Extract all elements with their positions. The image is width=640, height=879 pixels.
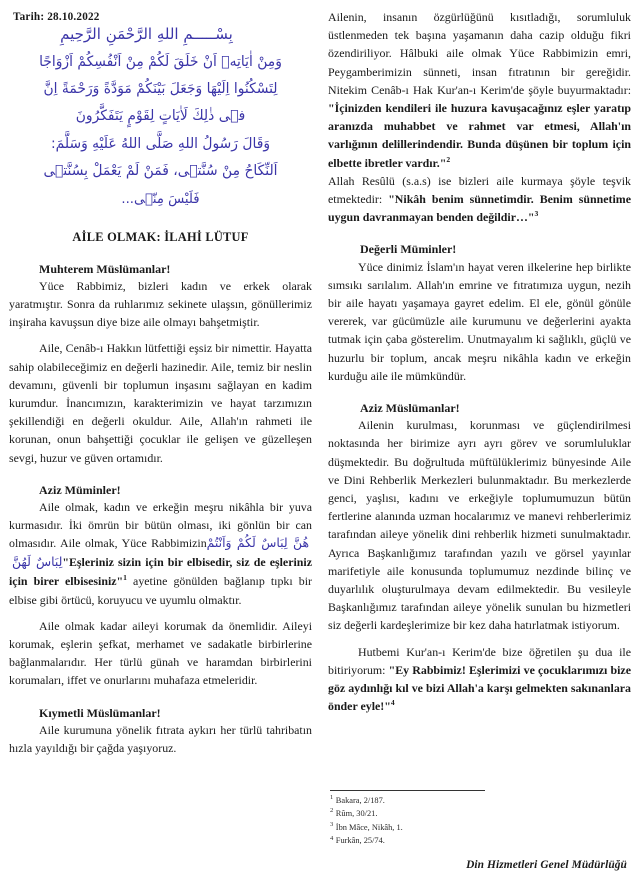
footnote-list: [328, 794, 631, 848]
quote-text: "Ey Rabbimiz! Eşlerimizi ve çocuklarımızı bize göz aydınlığı kıl ve bizi Allah'a karşı gelmekten sakınanlara önder eyle!": [328, 662, 631, 714]
paragraph-text: Hutbemi Kur'an-ı Kerim'de bize öğretilen şu dua ile bitiriyorum:: [328, 644, 631, 677]
section-heading-degerli: Değerli Müminler!: [360, 242, 457, 257]
paragraph-with-quote: [328, 8, 631, 172]
arabic-line: لِتَسْكُنُوا اِلَيْهَا وَجَعَلَ بَيْنَكُمْ مَوَدَّةً وَرَحْمَةً اِنَّ: [43, 80, 278, 97]
arabic-line: وَقَالَ رَسُولُ اللهِ صَلَّى اللهُ عَلَيْهِ وَسَلَّمَ:: [50, 135, 271, 152]
quote-text: "Eşleriniz sizin için bir elbisedir, siz de eşleriniz için birer elbisesiniz": [9, 555, 312, 589]
quote-text: "Nikâh benim sünnetimdir. Benim sünnetime uygun davranmayan benden değildir…": [328, 192, 631, 225]
paragraph: Ailenin kurulması, korunması ve güçlendirilmesi noktasında her birimize ayrı ayrı görev ve sorumluluklar düşmektedir. Bu doğrultuda müftülüklerimiz bünyesinde Aile ve Dini Rehberlik Merkezleri bulunmaktadır. Bu merkezlerde genci, yaşlısı, kadını ve erkeğiyle toplumumuzun bütün fertlerine alanında uzman hocalarımız ve manevi rehberlerimiz tarafından aileye yönelik dini rehberlik hizmeti sunulmaktadır. Ayrıca Başkanlığımız tarafından yazılı ve görsel yayınlar marifetiyle aile konusunda toplumumuz nezdinde bilinç ve duyarlılık oluşturulmaya devam edilmektedir. Bu vesileyle Başkanlığımız tarafından aileye yönelik sunulan bu hizmetleri siz değerli kardeşlerimize bir kez daha hatırlatmak istiyorum.: [328, 418, 631, 633]
paragraph-text: Ailenin, insanın özgürlüğünü kısıtladığı, sorumluluk üstlenmeden tek başına yaşamanın daha cazip olduğu fikri özendiriliyor. Hâlbuki aile olmak Yüce Rabbimizin emri, Peygamberimizin sünneti, insan fıtratının bir gereğidir. Nitekim Cenâb-ı Hak Kur'an-ı Kerim'de şöyle buyurmaktadır:: [328, 10, 631, 97]
arabic-line: وَمِنْ اٰيَاتِهٖ اَنْ خَلَقَ لَكُمْ مِنْ اَنْفُسِكُمْ اَزْوَاجًا: [39, 53, 282, 70]
section-heading-muhterem: Muhterem Müslümanlar!: [39, 261, 171, 276]
footnote-number: 1: [330, 793, 334, 801]
quote-text: "İçinizden kendileri ile huzura kavuşacağınız eşler yaratıp aranızda muhabbet ve rahmet var etmesi, Allah'ın varlığının delillerindendir. Bunda düşünen bir toplum için elbette ibretler vardır.": [328, 101, 631, 170]
arabic-verse-block: [9, 49, 312, 212]
signature-line: Din Hizmetleri Genel Müdürlüğü: [466, 859, 627, 871]
footnote-text: Bakara, 2/187.: [335, 795, 385, 805]
footnote-number: 3: [330, 820, 334, 828]
right-column: [328, 8, 631, 875]
basmala-calligraphy: بِسْـــــمِ اللهِ الرَّحْمَنِ الرَّحِيمِ: [60, 25, 233, 43]
footnote-marker: 1: [123, 573, 127, 583]
footnote-marker: 3: [534, 209, 539, 219]
paragraph-with-quote: [328, 172, 631, 227]
date-label: Tarih: 28.10.2022: [13, 11, 100, 23]
footnote-divider: [330, 790, 485, 791]
paragraph: Yüce Rabbimiz, bizleri kadın ve erkek olarak yaratmıştır. Sonra da ruhlarımız sekinete ulaşsın, gönüllerimiz inşiraha kavuşsun diye bize aile olmayı bahşetmiştir.: [9, 278, 312, 330]
arabic-line: اَلنِّكَاحُ مِنْ سُنَّتٖى، فَمَنْ لَمْ يَعْمَلْ بِسُنَّتٖى: [43, 163, 278, 180]
page-title: AİLE OLMAK: İLAHİ LÜTUF: [72, 229, 249, 244]
paragraph: Aile olmak kadar aileyi korumak da önemlidir. Aileyi korumak, eşlerin şefkat, merhamet ve sadakatle birbirlerine bağlanmalarıdır. Her türlü günah ve haramdan birbirlerini korumaları, iffet ve onurlarını muhafaza etmeleridir.: [9, 618, 312, 688]
arabic-line: فَلَيْسَ مِنّٖى...: [121, 190, 200, 207]
footnote-area: [328, 782, 631, 875]
paragraph: Aile kurumuna yönelik fıtrata aykırı her türlü tahribatın hızla yayıldığı bir çağda yaşıyoruz.: [9, 722, 312, 756]
paragraph-with-verse: [9, 498, 312, 609]
section-heading-aziz-muminler: Aziz Müminler!: [39, 482, 121, 497]
footnote-number: 4: [330, 834, 334, 842]
footnote-marker: 2: [446, 154, 451, 164]
paragraph: Yüce dinimiz İslam'ın hayat veren ilkelerine hep birlikte sımsıkı sarılalım. Allah'ın emrine ve fıtratımıza uygun, nezih bir aile hayatı yaşamaya gayret edelim. El ele, gönül gönüle vererek, var gücümüzle aile kurumunu ve değerlerini ayakta tutmak için çaba gösterelim. Unutmayalım ki sağlıklı, güçlü ve huzurlu bir toplum, ancak meşru nikâhla kadın ve erkeğin kurduğu aile ile mümkündür.: [328, 259, 631, 383]
arabic-line: فٖى ذٰلِكَ لَاٰيَاتٍ لِقَوْمٍ يَتَفَكَّرُونَ: [75, 108, 246, 125]
paragraph-with-dua: [328, 643, 631, 716]
footnote-number: 2: [330, 807, 334, 815]
section-heading-kiymetli: Kıymetli Müslümanlar!: [39, 705, 161, 720]
inline-arabic-verse: هُنَّ لِبَاسٌ لَكُمْ وَاَنْتُمْ لِبَاسٌ لَهُنَّ: [12, 535, 309, 570]
footnote-marker: 4: [390, 698, 395, 708]
left-column: [9, 8, 312, 875]
footnote-text: İbn Mâce, Nikâh, 1.: [335, 822, 403, 832]
footnote-text: Furkân, 25/74.: [335, 836, 385, 846]
footnote-item: [330, 821, 631, 835]
footnote-item: [330, 794, 631, 808]
footnote-item: [330, 807, 631, 821]
section-heading-aziz-muslumanlar: Aziz Müslümanlar!: [360, 401, 460, 416]
footnote-text: Rûm, 30/21.: [335, 809, 378, 819]
paragraph-text: Allah Resûlü (s.a.s) ise bizleri aile kurmaya şöyle teşvik etmektedir:: [328, 173, 631, 207]
paragraph: Aile, Cenâb-ı Hakkın lütfettiği eşsiz bir nimettir. Hayatta sahip olabileceğimiz en değerli hazinedir. Aile, temiz bir neslin devamını, güvenli bir toplumun inşasını sağlayan en kadim kurumdur. İnancımızın, karakterimizin ve hayat tarzımızın şekillendiği en değerli okuldur. Aile, Allah'ın rahmeti ile korunan, onun bahşettiği çocuklar ile gelişen ve güzelleşen sevgi, huzur ve güven ortamıdır.: [9, 341, 312, 465]
paragraph-text: Aile olmak, kadın ve erkeğin meşru nikâhla bir yuva kurmasıdır. İki ömrün bir bütün olması, iki gönlün bir can olmasıdır. Aile olmak, Yüce Rabbimizin: [9, 500, 312, 551]
paragraph-text: ayetine gönülden bağlanıp tıpkı bir elbise gibi örtücü, koruyucu ve uyumlu olmaktır.: [9, 574, 312, 607]
two-column-layout: [9, 8, 631, 875]
footnote-item: [330, 834, 631, 848]
